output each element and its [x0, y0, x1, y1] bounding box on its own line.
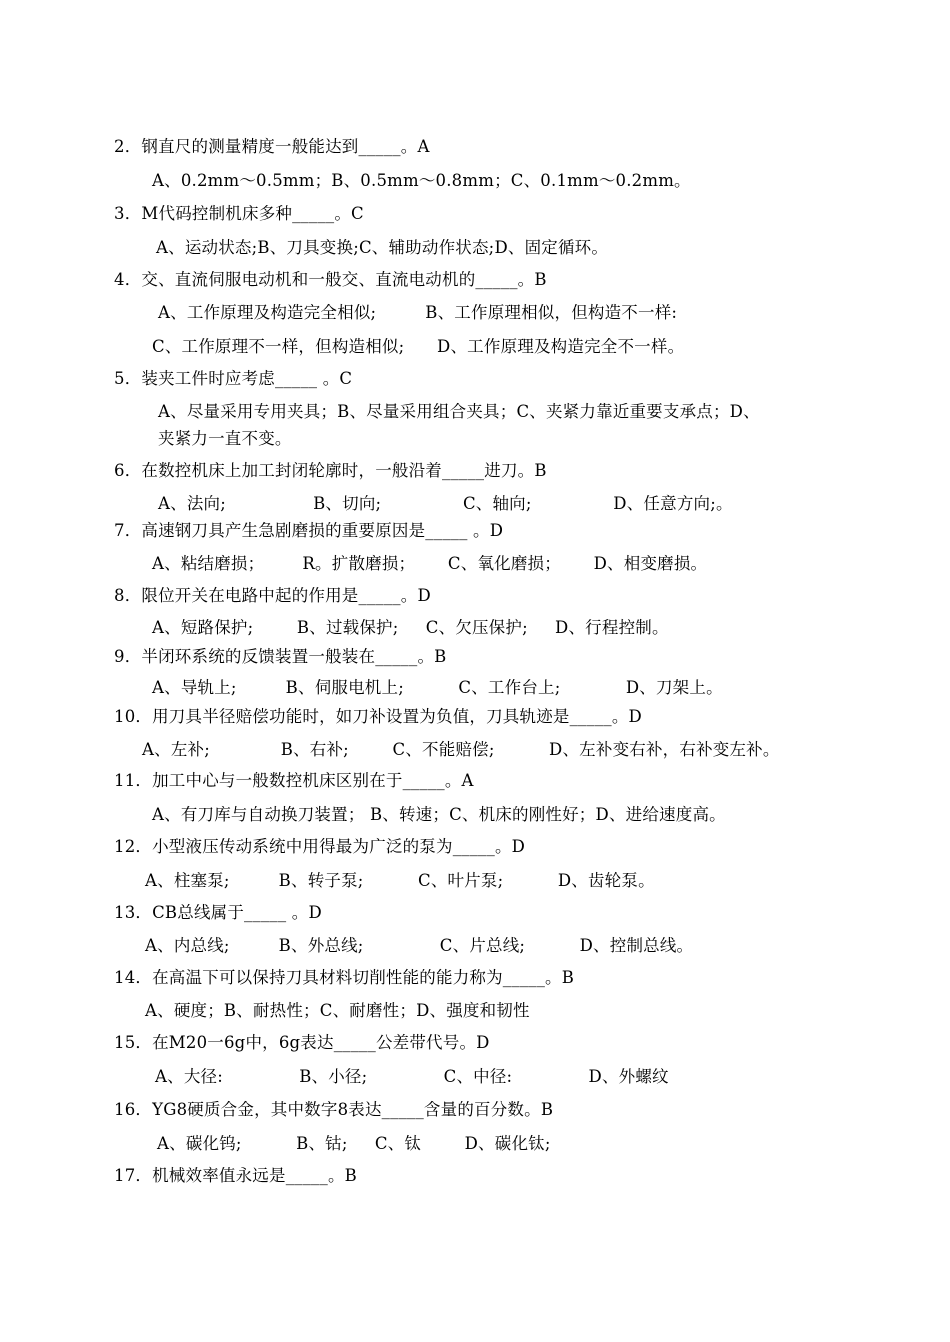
- question-5-options-1: A、尽量采用专用夹具；B、尽量采用组合夹具；C、夹紧力靠近重要支承点；D、: [158, 402, 760, 421]
- question-8-options: A、短路保护; B、过载保护; C、欠压保护; D、行程控制。: [152, 618, 669, 637]
- question-14-stem: 14．在高温下可以保持刀具材料切削性能的能力称为_____。B: [114, 968, 575, 987]
- question-13-options: A、内总线; B、外总线; C、片总线; D、控制总线。: [145, 936, 694, 955]
- question-16-options: A、碳化钨; B、钴; C、钛 D、碳化钛;: [157, 1134, 551, 1153]
- question-15-options: A、大径: B、小径; C、中径: D、外螺纹: [155, 1067, 669, 1086]
- question-9-stem: 9．半闭环系统的反馈装置一般装在_____。B: [114, 647, 447, 666]
- question-11-stem: 11．加工中心与一般数控机床区别在于_____。A: [114, 771, 474, 790]
- question-2-stem: 2．钢直尺的测量精度一般能达到_____。A: [114, 137, 430, 156]
- question-4-options-2: C、工作原理不一样，但构造相似; D、工作原理及构造完全不一样。: [152, 337, 685, 356]
- question-8-stem: 8．限位开关在电路中起的作用是_____。D: [114, 586, 431, 605]
- question-7-options: A、粘结磨损； R。扩散磨损； C、氧化磨损； D、相变磨损。: [152, 554, 708, 573]
- question-3-options: A、运动状态;B、刀具变换;C、辅助动作状态;D、固定循环。: [156, 238, 609, 257]
- question-10-options: A、左补; B、右补; C、不能赔偿; D、左补变右补，右补变左补。: [142, 740, 780, 759]
- question-9-options: A、导轨上; B、伺服电机上; C、工作台上; D、刀架上。: [152, 678, 723, 697]
- question-11-options: A、有刀库与自动换刀装置； B、转速；C、机床的刚性好；D、进给速度高。: [152, 805, 726, 824]
- question-12-stem: 12．小型液压传动系统中用得最为广泛的泵为_____。D: [114, 837, 526, 856]
- question-13-stem: 13．CB总线属于_____ 。D: [114, 903, 322, 922]
- question-10-stem: 10．用刀具半径赔偿功能时，如刀补设置为负值，刀具轨迹是_____。D: [114, 707, 642, 726]
- question-5-options-2: 夹紧力一直不变。: [158, 429, 292, 448]
- question-12-options: A、柱塞泵; B、转子泵; C、叶片泵; D、齿轮泵。: [145, 871, 655, 890]
- question-16-stem: 16．YG8硬质合金，其中数字8表达_____含量的百分数。B: [114, 1100, 554, 1119]
- question-5-stem: 5．装夹工件时应考虑_____ 。C: [114, 369, 353, 388]
- question-4-options-1: A、工作原理及构造完全相似; B、工作原理相似，但构造不一样:: [158, 303, 678, 322]
- question-14-options: A、硬度；B、耐热性；C、耐磨性；D、强度和韧性: [145, 1001, 530, 1020]
- question-15-stem: 15．在M20一6g中，6g表达_____公差带代号。D: [114, 1033, 490, 1052]
- question-7-stem: 7．高速钢刀具产生急剧磨损的重要原因是_____ 。D: [114, 521, 504, 540]
- question-3-stem: 3．M代码控制机床多种_____。C: [114, 204, 364, 223]
- question-6-options: A、法向; B、切向; C、轴向; D、任意方向;。: [158, 494, 733, 513]
- question-17-stem: 17．机械效率值永远是_____。B: [114, 1166, 357, 1185]
- question-4-stem: 4．交、直流伺服电动机和一般交、直流电动机的_____。B: [114, 270, 547, 289]
- question-6-stem: 6．在数控机床上加工封闭轮廓时，一般沿着_____进刀。B: [114, 461, 547, 480]
- question-2-options: A、0.2mm～0.5mm；B、0.5mm～0.8mm；C、0.1mm～0.2mm。: [152, 171, 691, 190]
